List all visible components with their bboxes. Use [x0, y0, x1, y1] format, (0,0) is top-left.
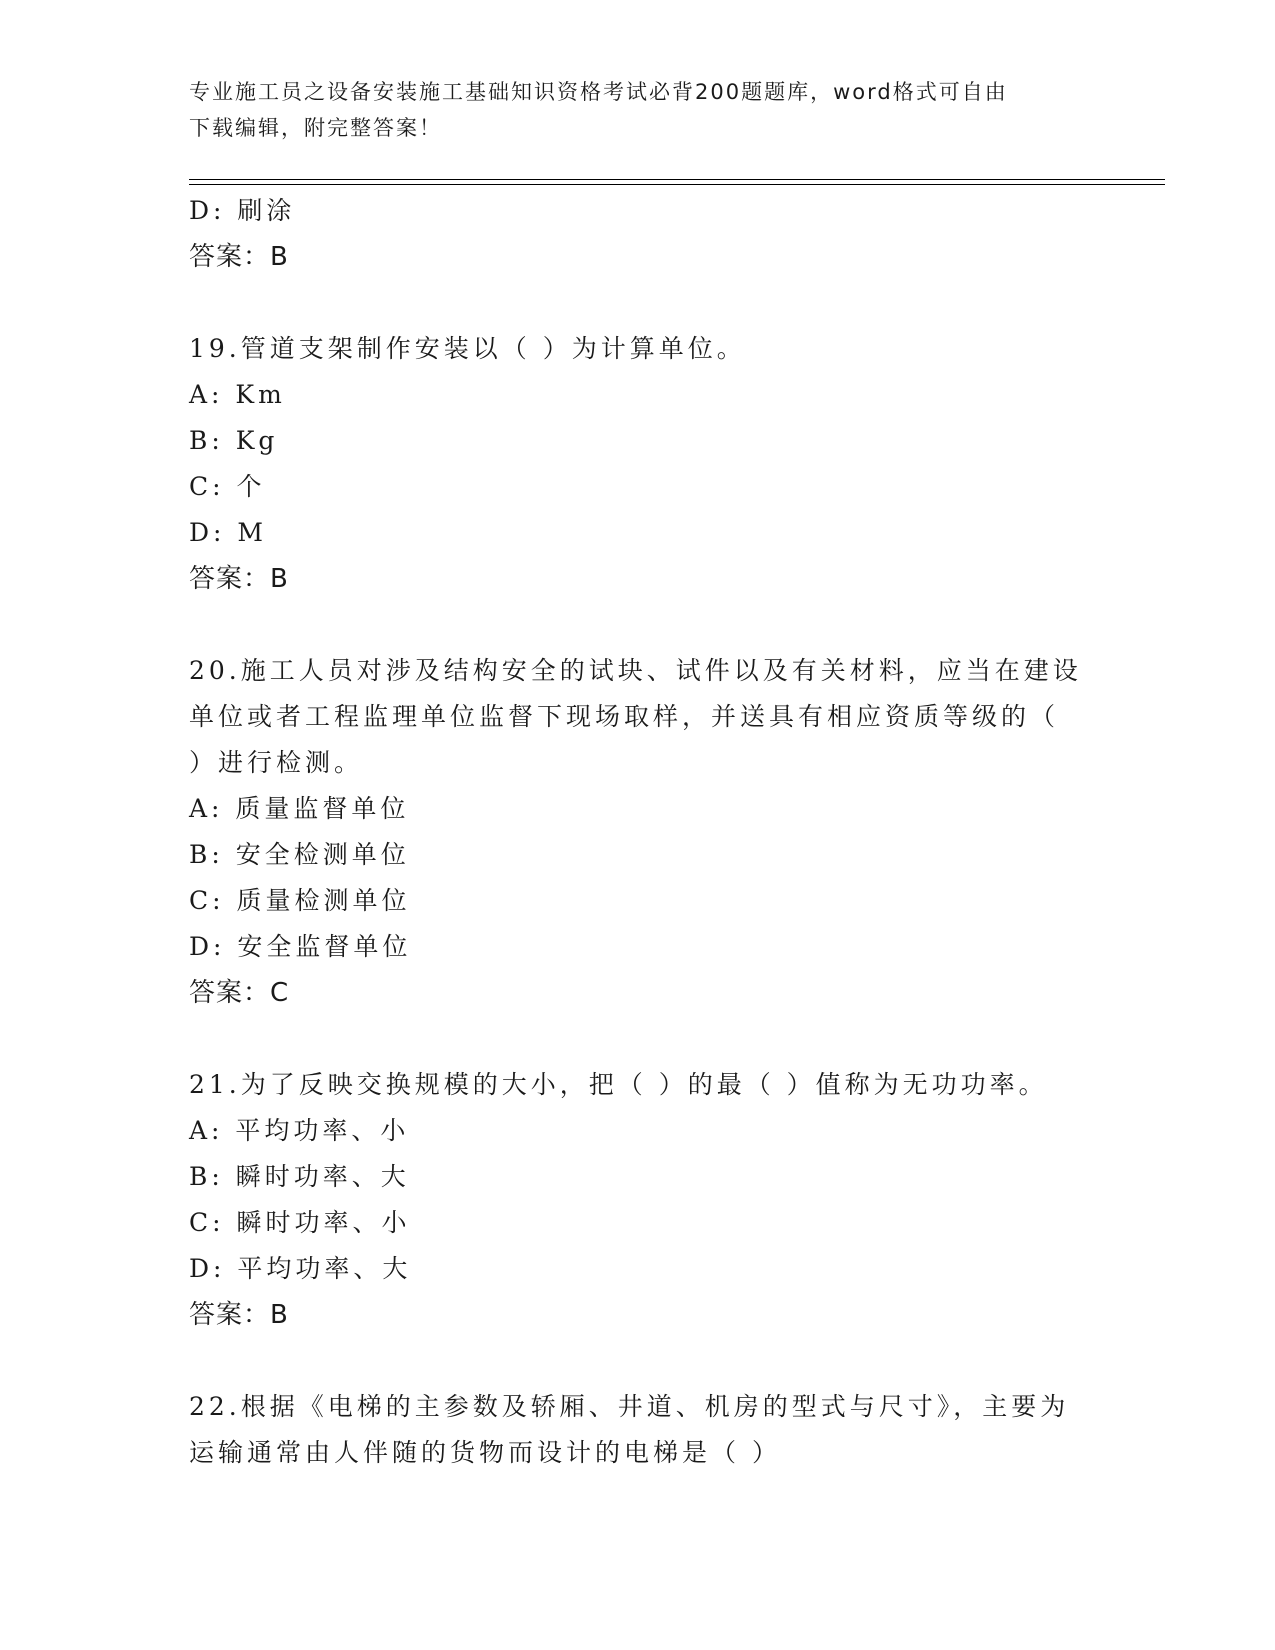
option-a: A: 平均功率、小 [189, 1116, 410, 1145]
option-a: A: Km [189, 380, 286, 409]
previous-question-tail [189, 188, 1089, 280]
question-text-line-1: 22.根据《电梯的主参数及轿厢、井道、机房的型式与尺寸》，主要为 [189, 1392, 1070, 1421]
header-rule-bottom [189, 184, 1165, 185]
option-d: D: 安全监督单位 [189, 932, 412, 961]
question-22 [189, 1384, 1089, 1476]
option-b: B: 瞬时功率、大 [189, 1162, 410, 1191]
answer-line: 答案：C [189, 978, 290, 1008]
answer-line: 答案：B [189, 1300, 289, 1330]
option-b: B: Kg [189, 426, 279, 455]
question-text-line-1: 20.施工人员对涉及结构安全的试块、试件以及有关材料，应当在建设 [189, 656, 1082, 685]
option-d: D: 平均功率、大 [189, 1254, 412, 1283]
option-c: C: 质量检测单位 [189, 886, 411, 915]
question-20 [189, 648, 1089, 1016]
question-19 [189, 326, 1089, 602]
option-d: D: 刷涂 [189, 196, 296, 225]
question-21 [189, 1062, 1089, 1338]
header-rule-top [189, 179, 1165, 180]
question-text: 21.为了反映交换规模的大小，把（ ）的最（ ）值称为无功功率。 [189, 1070, 1048, 1099]
option-d: D: M [189, 518, 268, 547]
option-c: C: 个 [189, 472, 266, 501]
question-text-line-2: 单位或者工程监理单位监督下现场取样，并送具有相应资质等级的（ [189, 702, 1060, 731]
question-text-line-3: ）进行检测。 [189, 748, 364, 777]
question-content [189, 188, 1089, 1476]
answer-line: 答案：B [189, 564, 289, 594]
question-text: 19.管道支架制作安装以（ ）为计算单位。 [189, 334, 746, 363]
page-header [189, 74, 1089, 146]
header-title-line-1: 专业施工员之设备安装施工基础知识资格考试必背200题题库，word格式可自由 [189, 80, 1008, 104]
option-b: B: 安全检测单位 [189, 840, 410, 869]
answer-line: 答案：B [189, 242, 289, 272]
question-text-line-2: 运输通常由人伴随的货物而设计的电梯是（ ） [189, 1438, 781, 1467]
option-a: A: 质量监督单位 [189, 794, 410, 823]
option-c: C: 瞬时功率、小 [189, 1208, 411, 1237]
header-title-line-2: 下载编辑，附完整答案！ [189, 116, 442, 140]
